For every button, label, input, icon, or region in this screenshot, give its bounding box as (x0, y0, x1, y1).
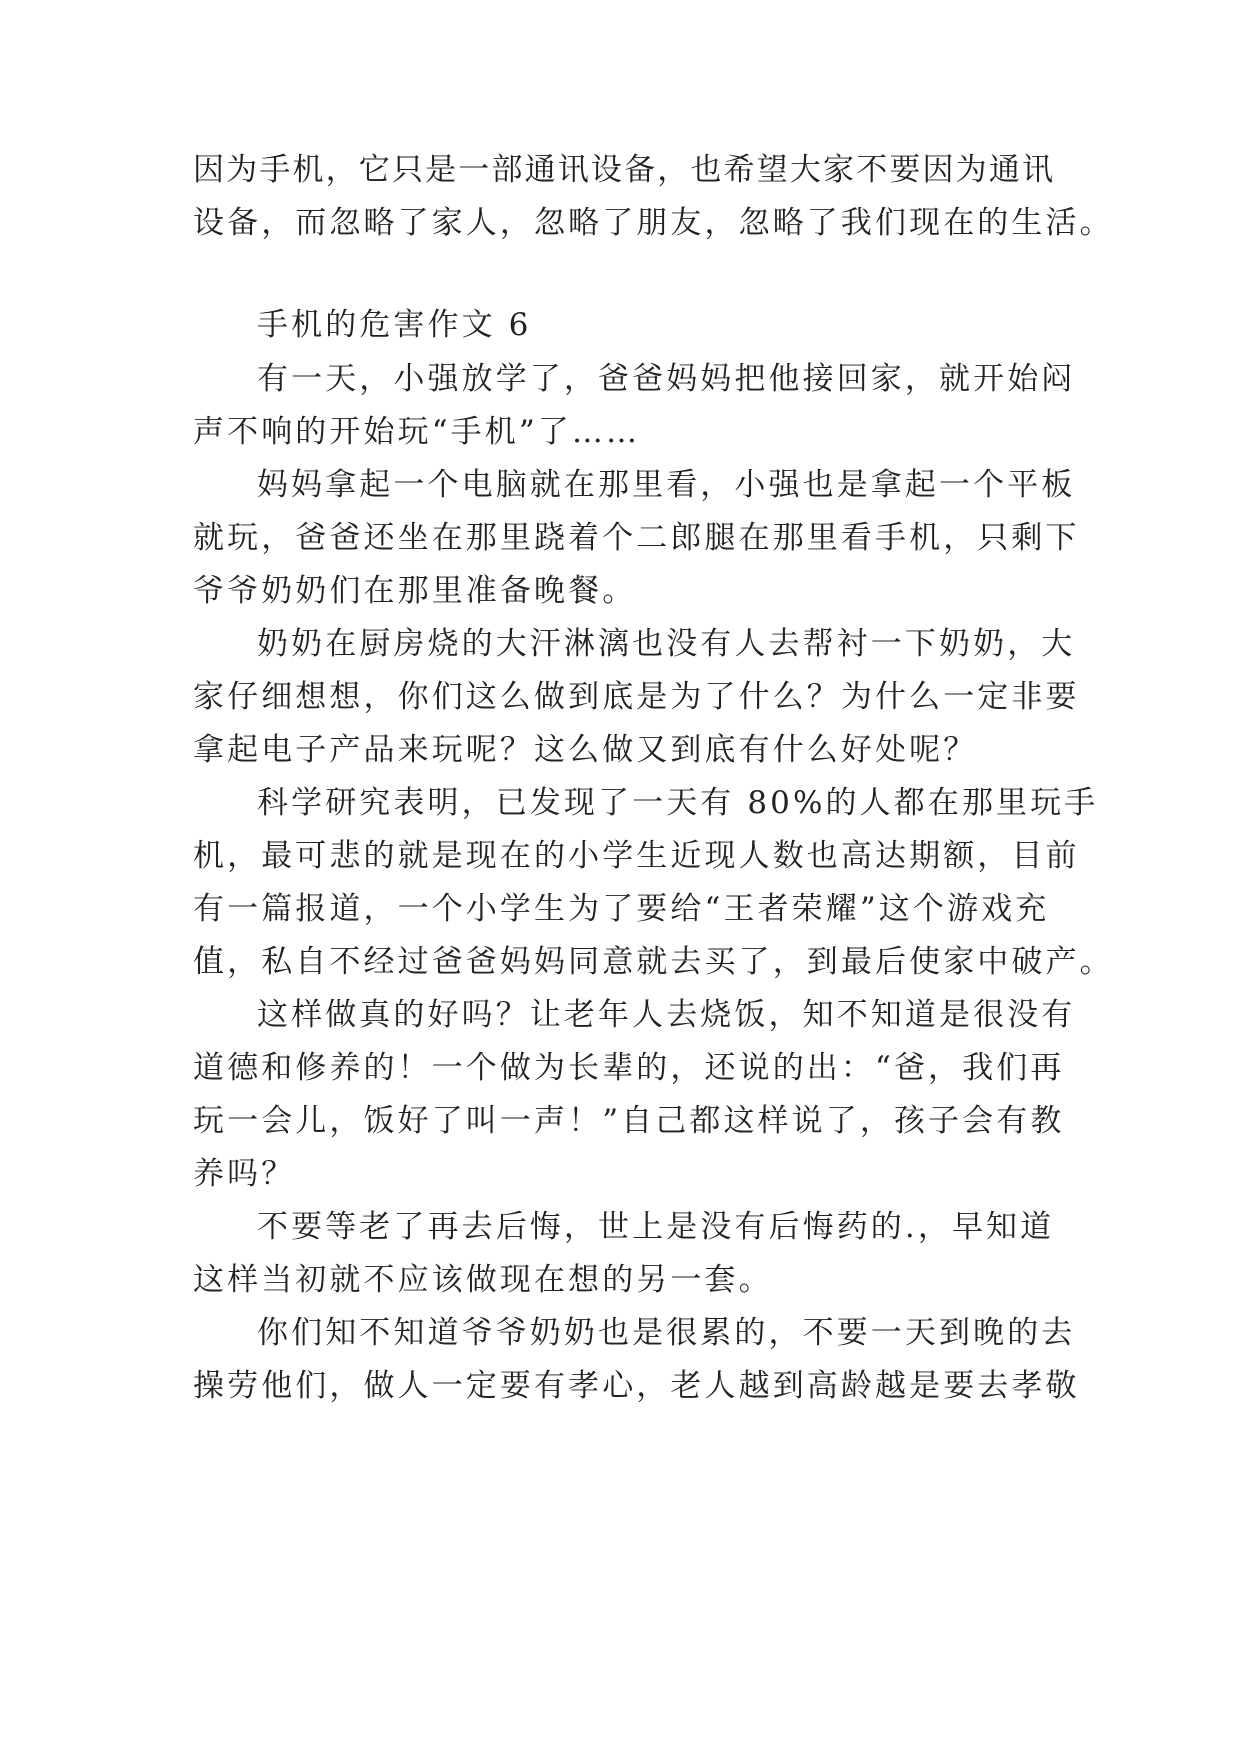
text-line: 妈妈拿起一个电脑就在那里看，小强也是拿起一个平板 (257, 467, 1076, 503)
text-line: 声不响的开始玩“手机”了…… (193, 414, 641, 450)
text-line: 就玩，爸爸还坐在那里跷着个二郎腿在那里看手机，只剩下 (193, 520, 1080, 556)
text-line: 因为手机，它只是一部通讯设备，也希望大家不要因为通讯 (193, 152, 1053, 188)
text-line: 养吗？ (193, 1156, 296, 1192)
text-line: 家仔细想想，你们这么做到底是为了什么？为什么一定非要 (193, 679, 1080, 715)
text-line: 有一天，小强放学了，爸爸妈妈把他接回家，就开始闷 (257, 361, 1076, 397)
text-line: 奶奶在厨房烧的大汗淋漓也没有人去帮衬一下奶奶，大 (257, 626, 1076, 662)
text-line: 机，最可悲的就是现在的小学生近现人数也高达期额，目前 (193, 838, 1080, 874)
text-line: 道德和修养的！一个做为长辈的，还说的出：“爸，我们再 (193, 1050, 1065, 1086)
text-line: 值，私自不经过爸爸妈妈同意就去买了，到最后使家中破产。 (193, 944, 1114, 980)
text-line: 拿起电子产品来玩呢？这么做又到底有什么好处呢？ (193, 732, 978, 768)
text-line: 有一篇报道，一个小学生为了要给“王者荣耀”这个游戏充 (193, 891, 1050, 927)
text-line: 设备，而忽略了家人，忽略了朋友，忽略了我们现在的生活。 (193, 205, 1114, 241)
text-line: 这样做真的好吗？让老年人去烧饭，知不知道是很没有 (257, 997, 1076, 1033)
text-line: 不要等老了再去后悔，世上是没有后悔药的.，早知道 (257, 1209, 1055, 1245)
text-line: 这样当初就不应该做现在想的另一套。 (193, 1262, 773, 1298)
text-line: 玩一会儿，饭好了叫一声！”自己都这样说了，孩子会有教 (193, 1103, 1065, 1139)
section-heading: 手机的危害作文 6 (257, 307, 532, 343)
text-line: 操劳他们，做人一定要有孝心，老人越到高龄越是要去孝敬 (193, 1368, 1080, 1404)
text-line: 爷爷奶奶们在那里准备晚餐。 (193, 573, 637, 609)
text-line: 科学研究表明，已发现了一天有 80%的人都在那里玩手 (257, 785, 1099, 821)
text-line: 你们知不知道爷爷奶奶也是很累的，不要一天到晚的去 (257, 1315, 1076, 1351)
